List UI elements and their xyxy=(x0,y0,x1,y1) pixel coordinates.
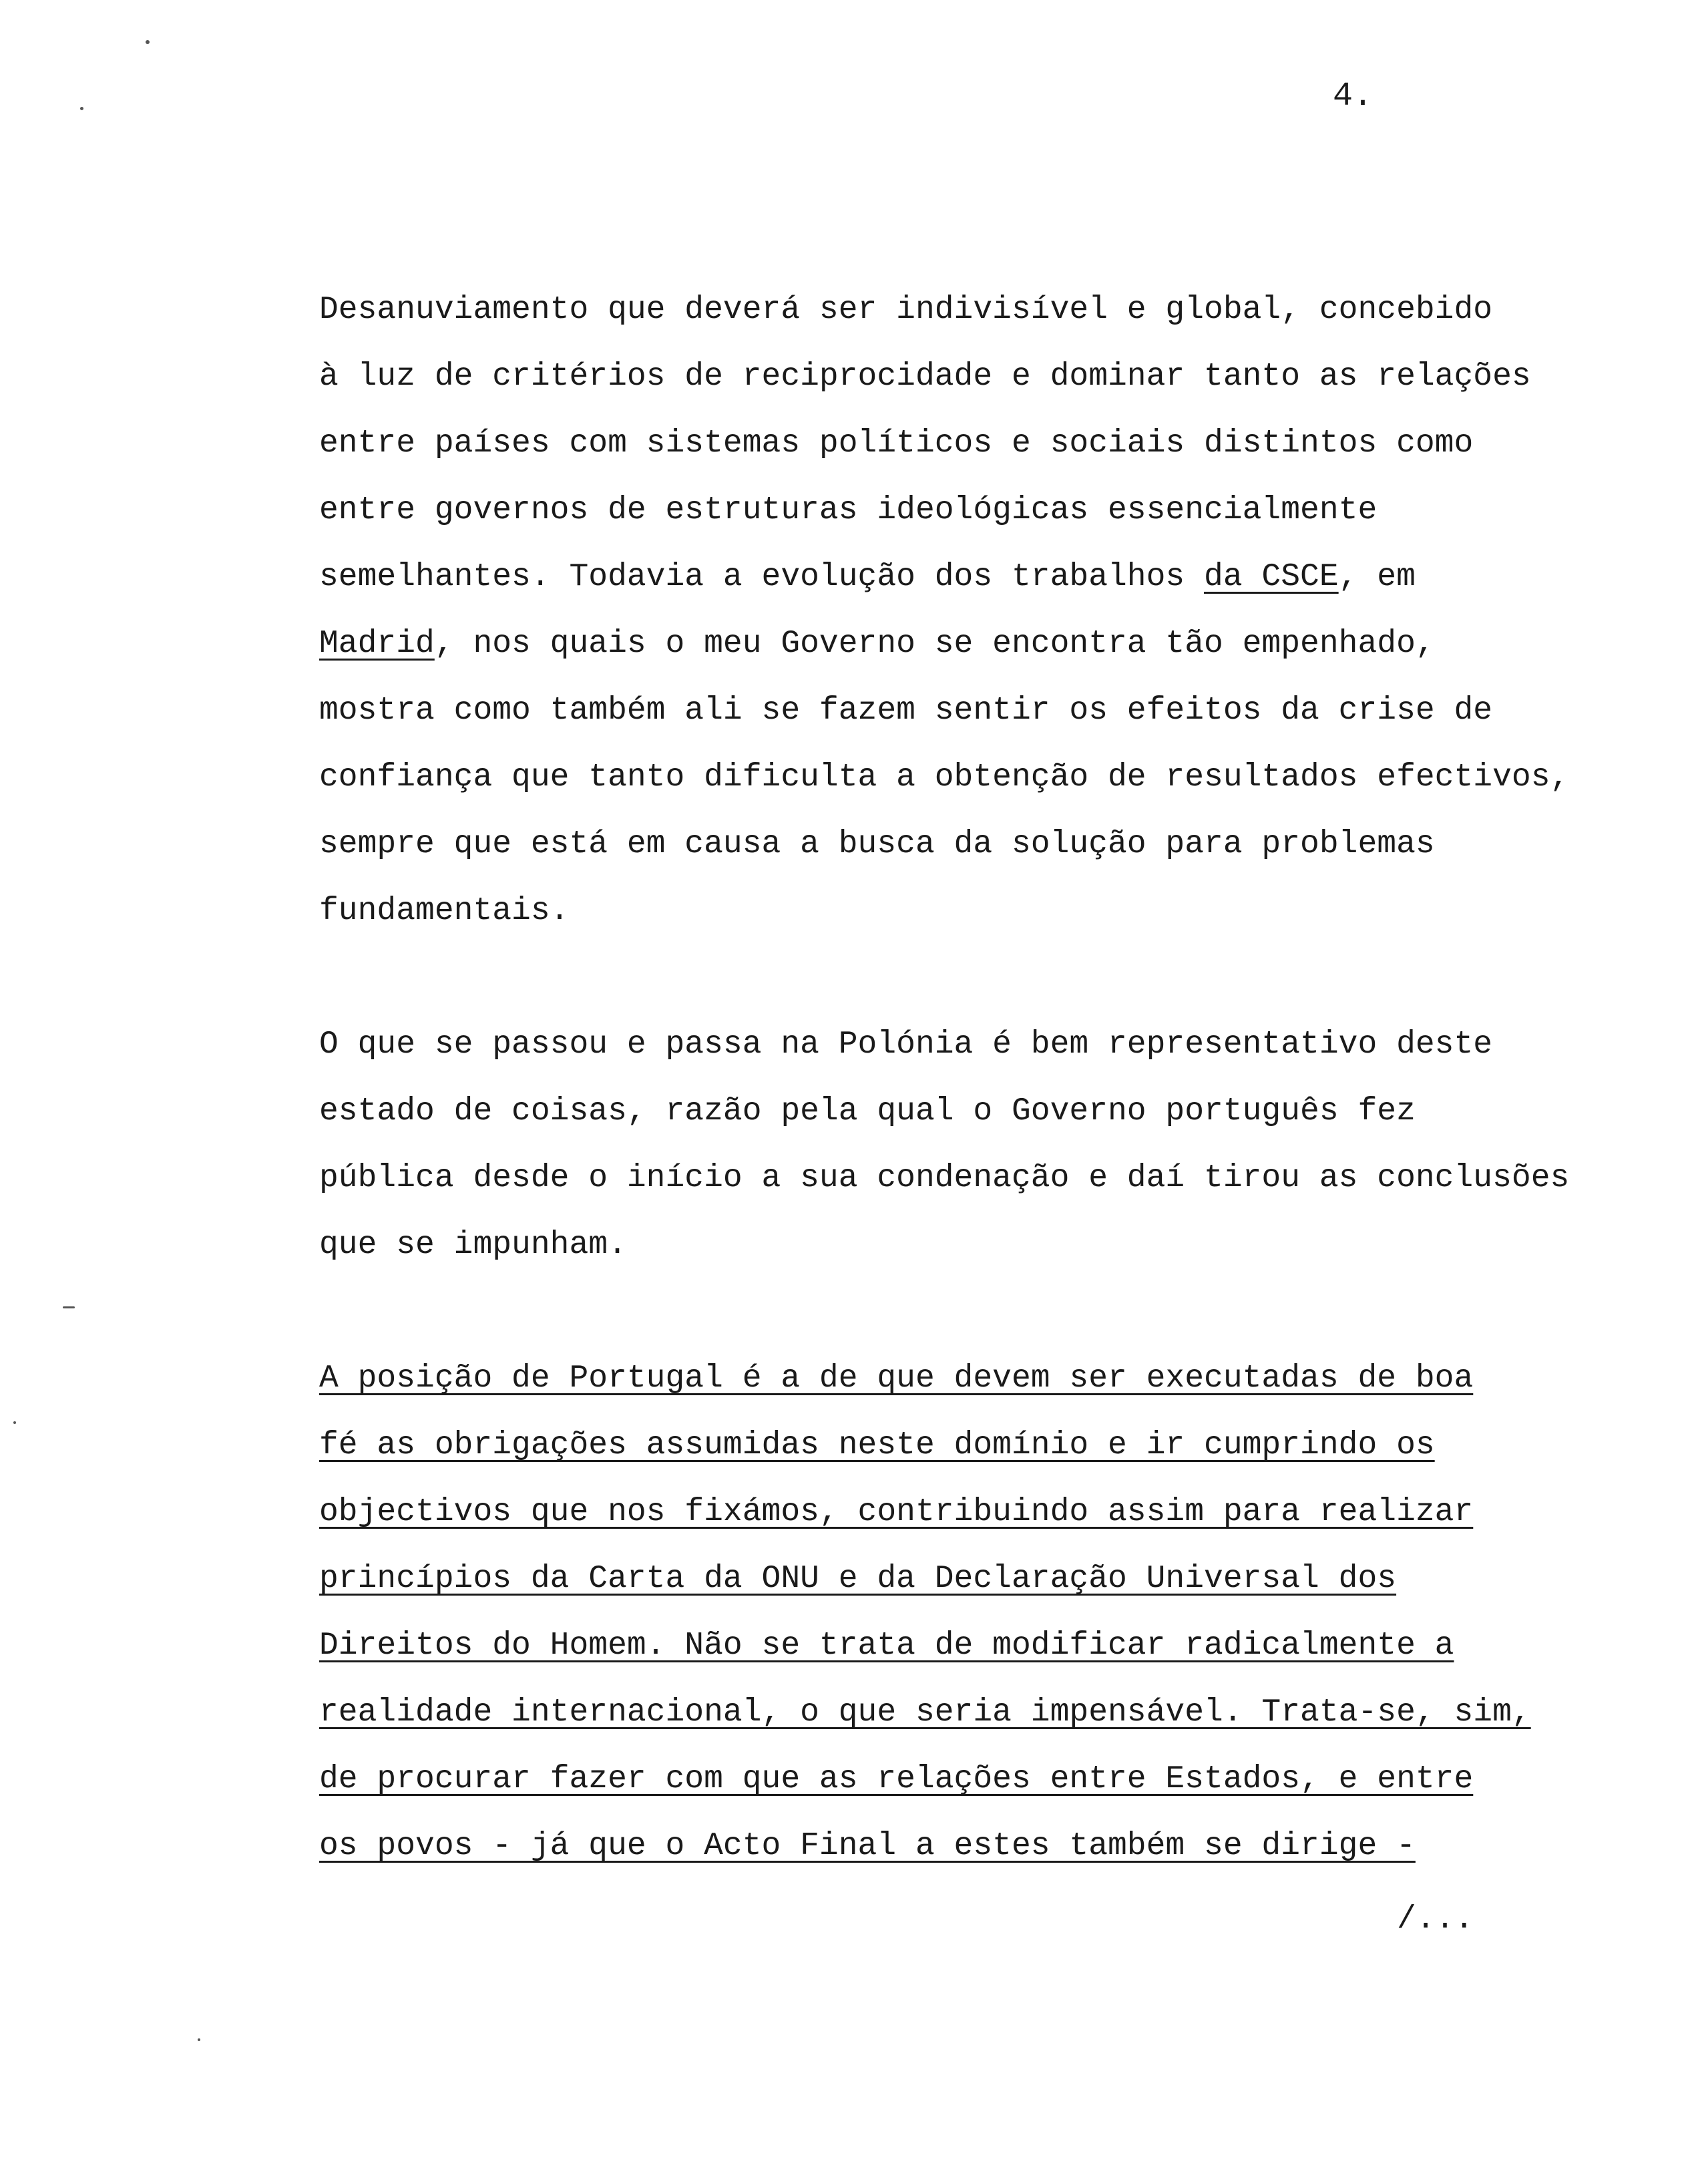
scan-speck xyxy=(80,107,83,110)
underlined-line: princípios da Carta da ONU e da Declaração Universal dos xyxy=(319,1561,1397,1597)
text-line: O que se passou e passa na Polónia é bem representativo deste xyxy=(319,1027,1493,1063)
underlined-line: Direitos do Homem. Não se trata de modificar radicalmente a xyxy=(319,1628,1454,1664)
text-line: fundamentais. xyxy=(319,893,570,929)
underlined-line: fé as obrigações assumidas neste domínio e ir cumprindo os xyxy=(319,1427,1435,1463)
text-line: à luz de critérios de reciprocidade e dominar tanto as relações xyxy=(319,359,1531,395)
underlined-text: da CSCE xyxy=(1204,559,1339,595)
underlined-line: os povos - já que o Acto Final a estes também se dirige - xyxy=(319,1828,1416,1864)
text-segment: , nos quais o meu Governo se encontra tão empenhado, xyxy=(434,626,1435,662)
text-line: pública desde o início a sua condenação e daí tirou as conclusões xyxy=(319,1160,1570,1196)
text-line: estado de coisas, razão pela qual o Governo português fez xyxy=(319,1093,1416,1129)
text-line xyxy=(319,544,1648,610)
text-line: entre países com sistemas políticos e sociais distintos como xyxy=(319,425,1474,462)
text-line: entre governos de estruturas ideológicas essencialmente xyxy=(319,492,1378,528)
scan-speck xyxy=(63,1306,75,1308)
underlined-line: A posição de Portugal é a de que devem ser executadas de boa xyxy=(319,1360,1474,1397)
continuation-mark: /... xyxy=(1397,1901,1474,1938)
text-line: sempre que está em causa a busca da solução para problemas xyxy=(319,826,1435,862)
paragraph-1 xyxy=(319,277,1648,944)
page-number: 4. xyxy=(1333,77,1374,116)
text-line: que se impunham. xyxy=(319,1227,627,1263)
underlined-line: de procurar fazer com que as relações entre Estados, e entre xyxy=(319,1761,1474,1797)
underlined-text: Madrid xyxy=(319,626,435,662)
scan-speck xyxy=(146,40,150,44)
scan-speck xyxy=(198,2038,200,2041)
text-line xyxy=(319,610,1648,677)
text-line: confiança que tanto dificulta a obtenção de resultados efectivos, xyxy=(319,759,1570,795)
text-line: mostra como também ali se fazem sentir os efeitos da crise de xyxy=(319,693,1493,729)
paragraph-2 xyxy=(319,1011,1648,1278)
text-segment: semelhantes. Todavia a evolução dos trabalhos xyxy=(319,559,1205,595)
paragraph-3 xyxy=(319,1345,1648,1879)
scan-speck xyxy=(13,1421,16,1424)
text-line: Desanuviamento que deverá ser indivisível e global, concebido xyxy=(319,292,1493,328)
text-segment: , em xyxy=(1338,559,1416,595)
underlined-line: realidade internacional, o que seria impensável. Trata-se, sim, xyxy=(319,1694,1531,1731)
underlined-line: objectivos que nos fixámos, contribuindo assim para realizar xyxy=(319,1494,1474,1530)
